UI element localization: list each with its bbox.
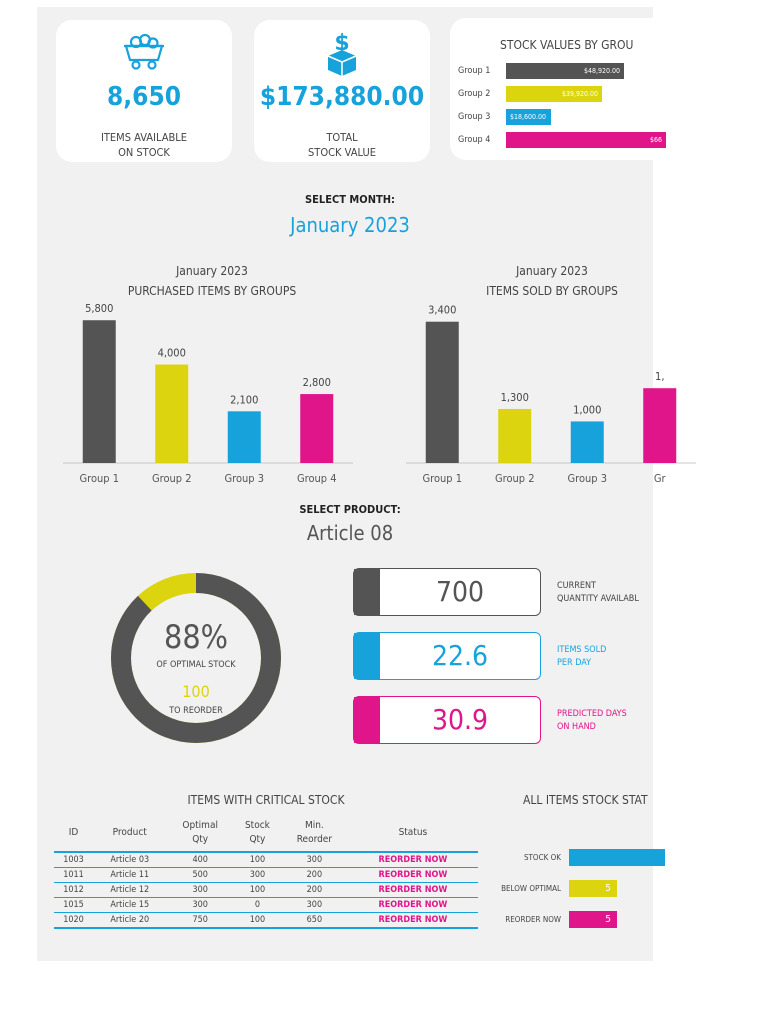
table-cell: Article 20: [93, 913, 167, 929]
product-selector[interactable]: Article 08: [306, 521, 394, 545]
bar: [83, 320, 116, 463]
items-available-label: ITEMS AVAILABLE ON STOCK: [100, 131, 188, 159]
bar: [498, 409, 531, 463]
status-cell: REORDER NOW: [348, 883, 478, 898]
stock-status-bar: [569, 849, 665, 866]
stock-status-label: STOCK OK: [523, 852, 561, 862]
stock-status-row: [477, 879, 617, 897]
metric-box: [353, 632, 541, 680]
category-label: Group 1: [422, 472, 463, 485]
bar: [643, 388, 676, 463]
table-cell: 100: [234, 883, 281, 898]
metric-label: CURRENT QUANTITY AVAILABL: [557, 581, 639, 604]
metric-value: 700: [435, 575, 485, 608]
stock-status-label: REORDER NOW: [505, 914, 561, 924]
metric-value: 30.9: [431, 703, 489, 736]
table-cell: 1015: [54, 898, 93, 913]
category-label: Group 3: [224, 472, 265, 485]
kpi-card-items: [56, 20, 232, 162]
metric-label: ITEMS SOLD PER DAY: [557, 645, 607, 668]
stock-status-row: [477, 848, 665, 866]
table-cell: 1012: [54, 883, 93, 898]
stock-value-bar: $18,600.00: [506, 109, 551, 125]
dashboard: [37, 7, 666, 961]
reorder-caption: TO REORDER: [169, 706, 223, 716]
bar: [426, 322, 459, 463]
stock-status-bar: 5: [569, 911, 617, 928]
category-label: Group 4: [296, 472, 337, 485]
table-cell: 200: [281, 868, 348, 883]
kpi-card-value: [254, 20, 430, 162]
table-cell: 300: [281, 852, 348, 868]
stock-status-title: ALL ITEMS STOCK STAT: [523, 793, 648, 807]
stock-value-bar: $39,920.00: [506, 86, 602, 102]
stock-value-row: [458, 108, 551, 126]
metric-accent: [354, 569, 380, 615]
status-cell: REORDER NOW: [348, 898, 478, 913]
table-cell: Article 12: [93, 883, 167, 898]
category-label: Group 2: [151, 472, 192, 485]
bar-value-label: 4,000: [157, 346, 186, 360]
critical-stock-table: [54, 815, 478, 929]
table-cell: 1020: [54, 913, 93, 929]
bar-value-label: 1,000: [573, 403, 602, 417]
metric-accent: [354, 697, 380, 743]
select-product-label: SELECT PRODUCT:: [299, 503, 401, 516]
table-row: [54, 852, 478, 868]
stock-value-bar: $48,920.00: [506, 63, 624, 79]
table-cell: 750: [166, 913, 233, 929]
critical-stock-title: ITEMS WITH CRITICAL STOCK: [187, 793, 345, 807]
bar-chart-svg: [406, 291, 696, 485]
table-cell: 1011: [54, 868, 93, 883]
bar: [228, 411, 261, 463]
stock-value-group-label: Group 1: [458, 66, 491, 76]
status-cell: REORDER NOW: [348, 868, 478, 883]
donut-center: [106, 568, 286, 748]
table-header-cell: ID: [54, 815, 93, 852]
purchased-chart-title: January 2023 PURCHASED ITEMS BY GROUPS: [127, 264, 297, 298]
table-cell: 200: [281, 883, 348, 898]
reorder-value: 100: [182, 682, 210, 701]
donut-percent: 88%: [164, 618, 228, 656]
stock-status-label: BELOW OPTIMAL: [501, 883, 561, 893]
table-cell: 100: [234, 913, 281, 929]
total-stock-value: $173,880.00: [259, 82, 425, 112]
table-cell: 650: [281, 913, 348, 929]
table-cell: 500: [166, 868, 233, 883]
bar: [300, 394, 333, 463]
table-row: [54, 898, 478, 913]
category-label: Group 3: [567, 472, 608, 485]
table-cell: Article 11: [93, 868, 167, 883]
stock-value-bar: $66: [506, 132, 666, 148]
sold-chart-title: January 2023 ITEMS SOLD BY GROUPS: [486, 264, 618, 298]
dollar-box-icon: [254, 30, 430, 76]
table-row: [54, 868, 478, 883]
table-cell: 300: [281, 898, 348, 913]
table-row: [54, 883, 478, 898]
status-cell: REORDER NOW: [348, 852, 478, 868]
stock-value-group-label: Group 2: [458, 89, 491, 99]
table-cell: Article 15: [93, 898, 167, 913]
bar-value-label: 3,400: [428, 303, 457, 317]
table-cell: 300: [166, 883, 233, 898]
bar-value-label: 5,800: [85, 302, 114, 316]
table-cell: 300: [166, 898, 233, 913]
stock-value-row: [458, 85, 602, 103]
table-cell: Article 03: [93, 852, 167, 868]
stock-value-row: [458, 62, 624, 80]
stock-values-card: [450, 18, 680, 160]
donut-caption: OF OPTIMAL STOCK: [156, 660, 236, 670]
metric-value: 22.6: [431, 639, 489, 672]
table-header-cell: Min. Reorder: [281, 815, 348, 852]
total-stock-label: TOTAL STOCK VALUE: [308, 131, 376, 159]
category-label: Group 2: [494, 472, 535, 485]
stock-status-row: [477, 910, 617, 928]
metric-label: PREDICTED DAYS ON HAND: [557, 709, 627, 732]
table-header-cell: Stock Qty: [234, 815, 281, 852]
bar-chart-svg: [63, 291, 353, 485]
bar-value-label: 1,300: [500, 390, 529, 404]
table-row: [54, 913, 478, 929]
mine-cart-icon: [56, 32, 232, 72]
table-cell: 1003: [54, 852, 93, 868]
table-header-cell: Product: [93, 815, 167, 852]
svg-text:$: $: [334, 31, 350, 56]
bar-value-label: 2,800: [302, 376, 331, 390]
table-cell: 100: [234, 852, 281, 868]
select-month-label: SELECT MONTH:: [305, 193, 395, 206]
month-selector[interactable]: January 2023: [290, 213, 410, 237]
table-cell: 0: [234, 898, 281, 913]
bar-value-label: 2,100: [230, 393, 259, 407]
table-cell: 400: [166, 852, 233, 868]
metric-box: [353, 696, 541, 744]
metric-box: [353, 568, 541, 616]
category-label: Group 1: [79, 472, 120, 485]
bar: [571, 421, 604, 463]
metric-accent: [354, 633, 380, 679]
bar: [155, 365, 188, 463]
category-label: Gr: [653, 472, 666, 485]
table-header-cell: Optimal Qty: [166, 815, 233, 852]
status-cell: REORDER NOW: [348, 913, 478, 929]
table-cell: 300: [234, 868, 281, 883]
table-header-cell: Status: [348, 815, 478, 852]
stock-value-row: [458, 131, 666, 149]
bar-value-label: 1,: [655, 370, 665, 384]
stock-values-title: STOCK VALUES BY GROU: [500, 38, 634, 52]
stock-status-bar: 5: [569, 880, 617, 897]
stock-value-group-label: Group 3: [458, 112, 491, 122]
stock-value-group-label: Group 4: [458, 135, 491, 145]
items-available-value: 8,650: [107, 82, 181, 112]
